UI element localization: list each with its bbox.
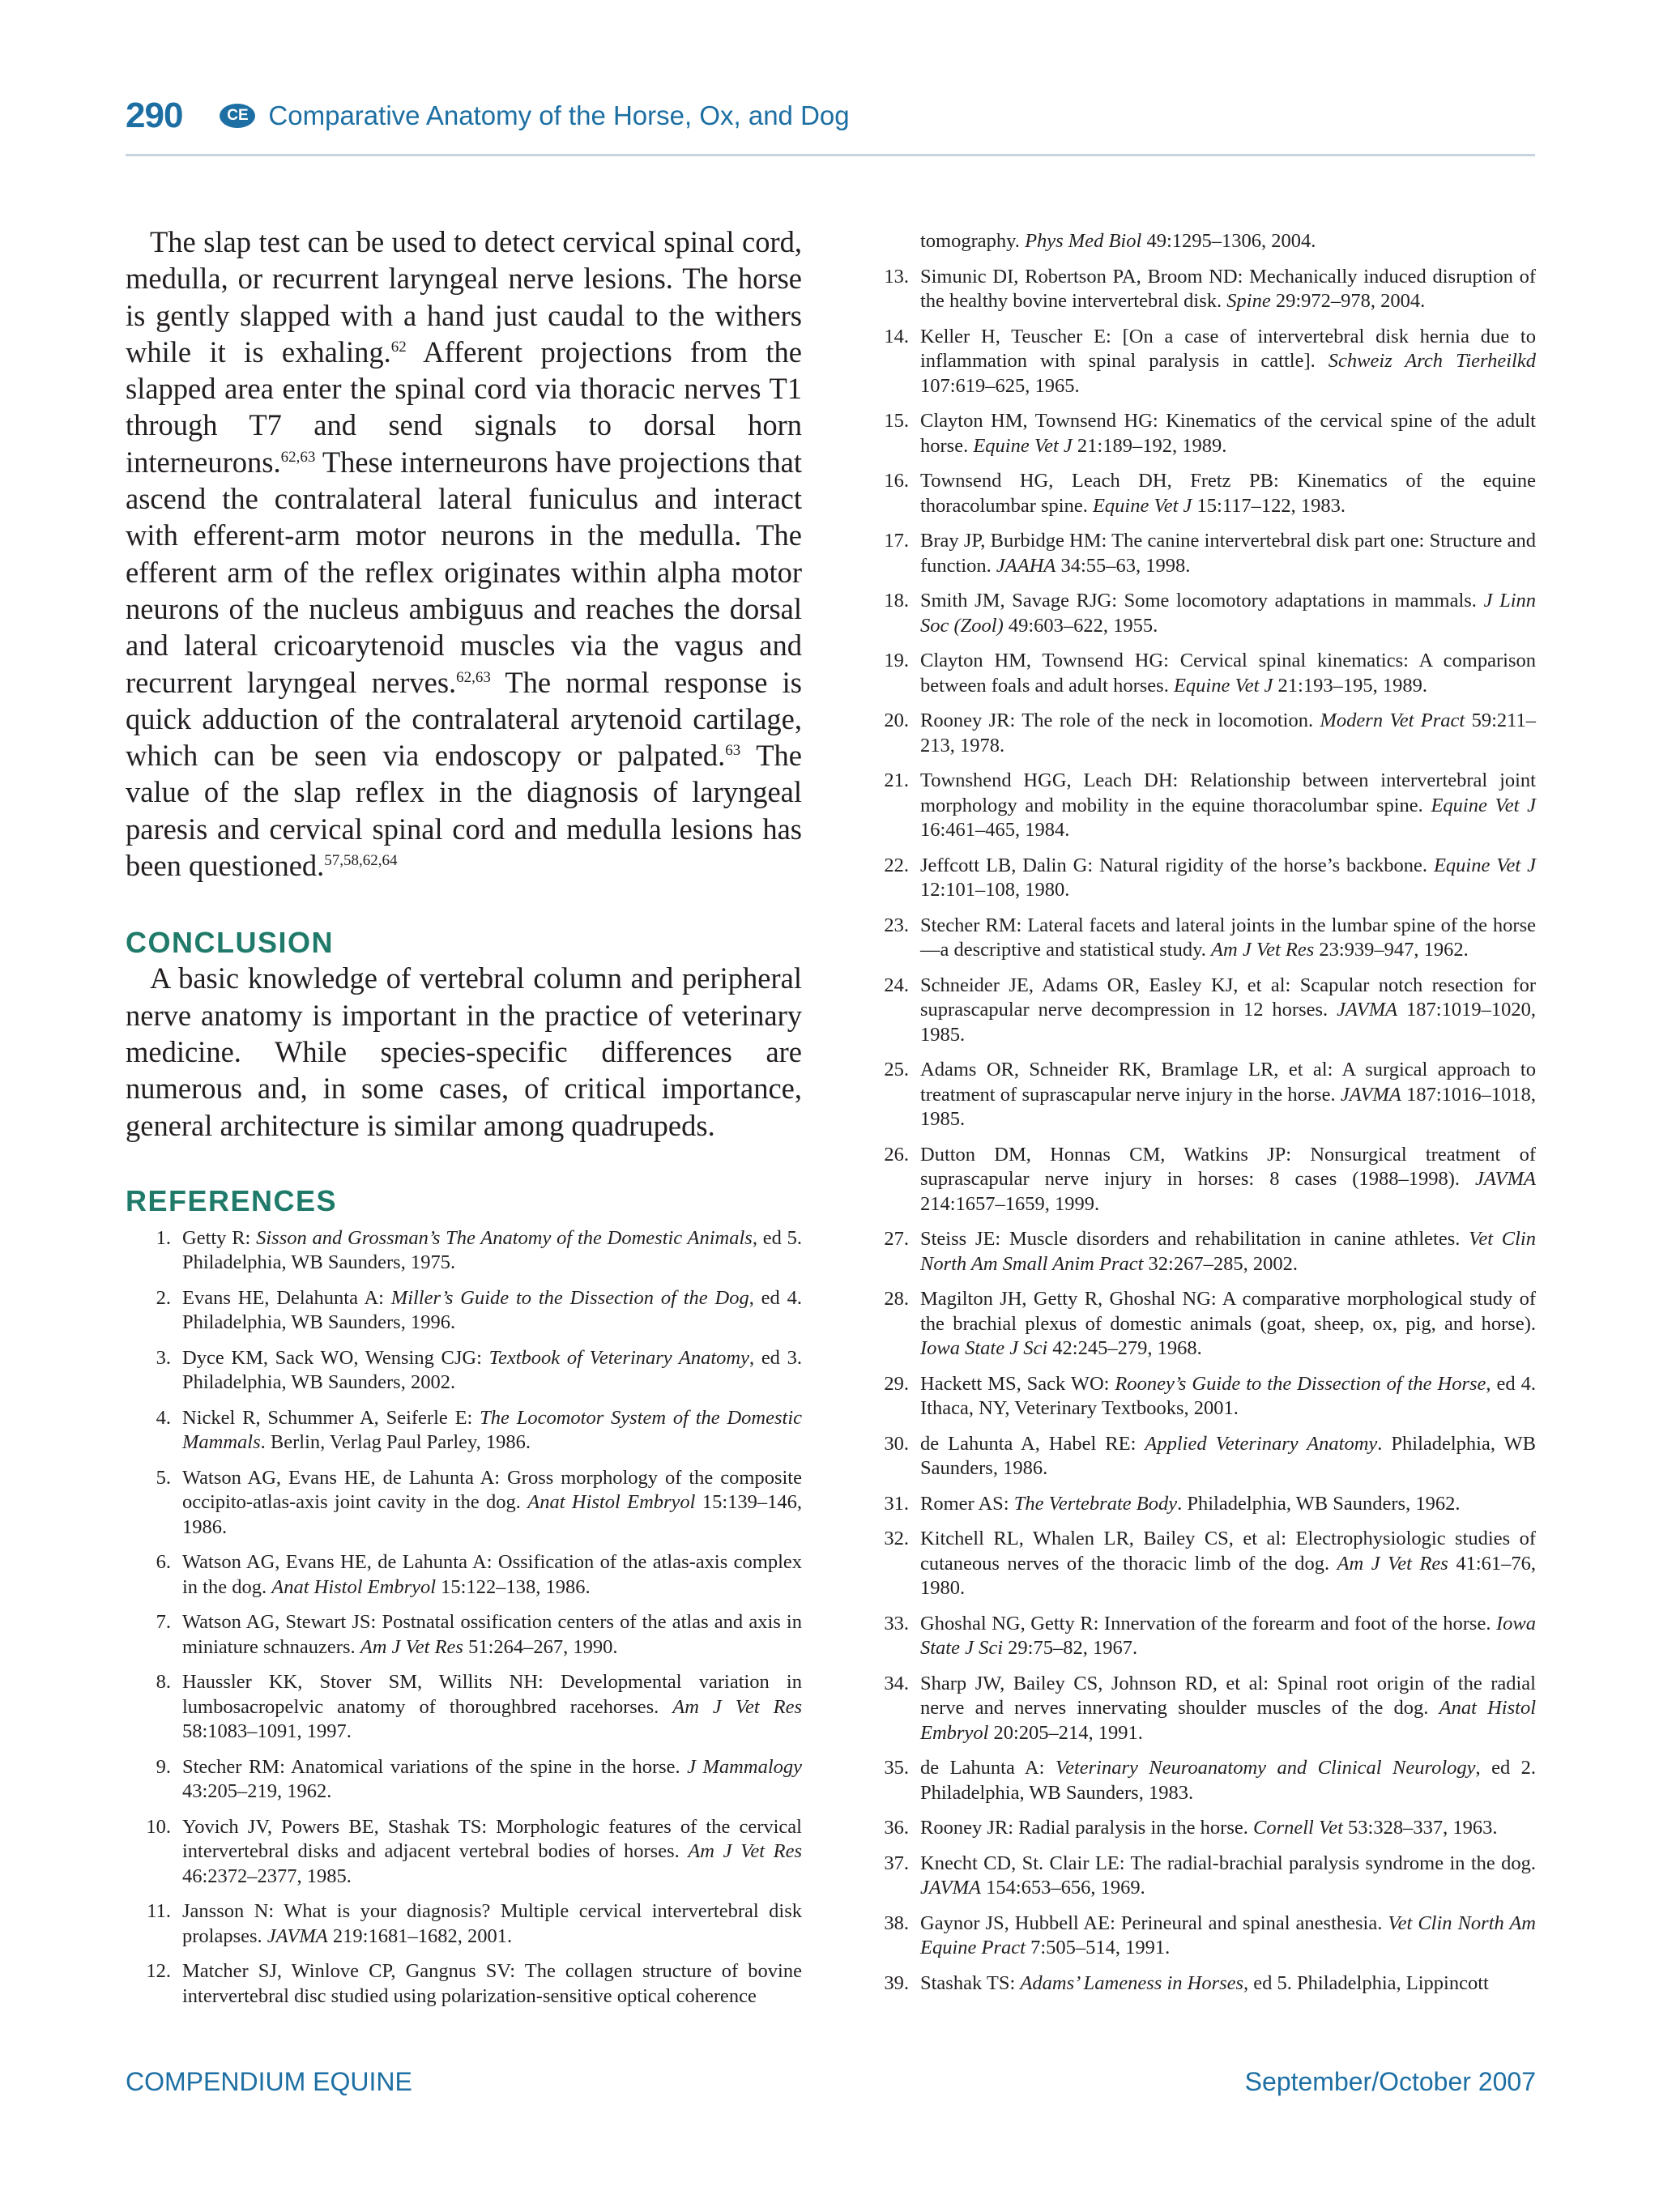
- reference-number: 1.: [156, 1226, 171, 1249]
- reference-item: [864, 1971, 1536, 1997]
- reference-item: [864, 1143, 1536, 1217]
- reference-item: [126, 1226, 802, 1276]
- reference-text: Knecht CD, St. Clair LE: The radial-brachial paralysis syndrome in the dog. JAVMA 154:653–656, 1969.: [920, 1852, 1536, 1899]
- reference-item: [864, 589, 1536, 638]
- reference-item: [864, 709, 1536, 758]
- reference-12-continuation: tomography. Phys Med Biol 49:1295–1306, 2004.: [920, 230, 1316, 252]
- reference-number: 35.: [884, 1757, 909, 1779]
- reference-item: [864, 914, 1536, 963]
- reference-number: 29.: [884, 1372, 909, 1395]
- reference-text: Steiss JE: Muscle disorders and rehabilitation in canine athletes. Vet Clin North Am Small Anim Pract 32:267–285, 2002.: [920, 1228, 1536, 1275]
- reference-item: [864, 1672, 1536, 1746]
- reference-text: Watson AG, Evans HE, de Lahunta A: Gross morphology of the composite occipito-atlas-axis joint cavity in the dog. Anat Histol Embryol 15:139–146, 1986.: [182, 1466, 803, 1538]
- reference-item: [126, 1610, 802, 1660]
- reference-item: [126, 1899, 802, 1949]
- reference-text: Magilton JH, Getty R, Ghoshal NG: A comparative morphological study of the brachial plexus of domestic animals (goat, sheep, ox, pig, and horse). Iowa State J Sci 42:245–279, 1968.: [920, 1288, 1536, 1359]
- reference-item: [864, 1492, 1536, 1517]
- reference-text: Clayton HM, Townsend HG: Cervical spinal kinematics: A comparison between foals and adult horses. Equine Vet J 21:193–195, 1989.: [920, 650, 1536, 697]
- reference-item: [864, 1612, 1536, 1661]
- reference-number: 28.: [884, 1288, 909, 1310]
- reference-item: [864, 265, 1536, 314]
- reference-number: 38.: [884, 1912, 909, 1934]
- reference-item: [864, 1058, 1536, 1132]
- reference-number: 14.: [884, 325, 909, 347]
- reference-text: de Lahunta A, Habel RE: Applied Veterinary Anatomy. Philadelphia, WB Saunders, 1986.: [920, 1432, 1536, 1479]
- reference-item: [864, 1287, 1536, 1362]
- reference-item: [864, 1852, 1536, 1901]
- page-number: 290: [126, 96, 183, 135]
- reference-item: [126, 1755, 802, 1805]
- reference-text: de Lahunta A: Veterinary Neuroanatomy and Clinical Neurology, ed 2. Philadelphia, WB Saunders, 1983.: [920, 1757, 1536, 1804]
- running-header: [126, 96, 850, 136]
- reference-number: 39.: [884, 1971, 909, 1994]
- reference-number: 16.: [884, 470, 909, 492]
- reference-text: Dyce KM, Sack WO, Wensing CJG: Textbook of Veterinary Anatomy, ed 3. Philadelphia, WB Saunders, 2002.: [182, 1346, 802, 1394]
- reference-number: 8.: [156, 1671, 171, 1694]
- reference-number: 18.: [884, 590, 909, 612]
- reference-text: Hackett MS, Sack WO: Rooney’s Guide to the Dissection of the Horse, ed 4. Ithaca, NY, Veterinary Textbooks, 2001.: [920, 1372, 1536, 1419]
- reference-number: 34.: [884, 1672, 909, 1694]
- reference-item: [864, 1227, 1536, 1276]
- reference-text: Townshend HGG, Leach DH: Relationship between intervertebral joint morphology and mobility in the equine thoracolumbar spine. Equine Vet J 16:461–465, 1984.: [920, 769, 1536, 841]
- reference-text: Watson AG, Stewart JS: Postnatal ossification centers of the atlas and axis in miniature schnauzers. Am J Vet Res 51:264–267, 1990.: [182, 1611, 802, 1658]
- reference-list-left: [126, 1226, 802, 2010]
- reference-item: [864, 1912, 1536, 1961]
- reference-number: 32.: [884, 1528, 909, 1549]
- footer-journal: COMPENDIUM EQUINE: [126, 2067, 412, 2096]
- reference-item: [126, 1959, 802, 2009]
- reference-text: Nickel R, Schummer A, Seiferle E: The Locomotor System of the Domestic Mammals. Berlin, Verlag Paul Parley, 1986.: [182, 1406, 803, 1454]
- reference-text: Jansson N: What is your diagnosis? Multiple cervical intervertebral disk prolapses. JAVMA 219:1681–1682, 2001.: [182, 1900, 802, 1947]
- conclusion-body: [126, 960, 802, 1143]
- reference-item: [864, 1527, 1536, 1601]
- reference-number: 36.: [884, 1817, 909, 1839]
- conclusion-paragraph: A basic knowledge of vertebral column and peripheral nerve anatomy is important in the practice of veterinary medicine. While species-specific differences are numerous and, in some cases, of critical importance, general architecture is similar among quadrupeds.: [126, 961, 802, 1142]
- reference-number: 17.: [884, 530, 909, 552]
- reference-text: Schneider JE, Adams OR, Easley KJ, et al: Scapular notch resection for suprascapular nerve decompression in 12 horses. JAVMA 187:1019–1020, 1985.: [920, 974, 1536, 1046]
- reference-item: [864, 409, 1536, 458]
- reference-text: Getty R: Sisson and Grossman’s The Anatomy of the Domestic Animals, ed 5. Philadelphia, WB Saunders, 1975.: [182, 1226, 802, 1274]
- reference-number: 4.: [156, 1406, 171, 1429]
- reference-number: 11.: [147, 1900, 171, 1923]
- reference-text: Stecher RM: Anatomical variations of the spine in the horse. J Mammalogy 43:205–219, 1962.: [182, 1755, 803, 1803]
- reference-number: 27.: [884, 1228, 909, 1250]
- header-rule: [126, 154, 1535, 156]
- reference-item: [126, 1670, 802, 1745]
- reference-number: 37.: [884, 1852, 909, 1874]
- reference-number: 24.: [884, 974, 909, 996]
- reference-list-right: [864, 265, 1536, 1997]
- reference-number: 22.: [884, 854, 909, 876]
- reference-text: Dutton DM, Honnas CM, Watkins JP: Nonsurgical treatment of suprascapular nerve injury in horses: 8 cases (1988–1998). JAVMA 214:1657–1659, 1999.: [920, 1143, 1536, 1215]
- reference-text: Watson AG, Evans HE, de Lahunta A: Ossification of the atlas-axis complex in the dog. Anat Histol Embryol 15:122–138, 1986.: [182, 1551, 802, 1598]
- references-heading: REFERENCES: [126, 1183, 338, 1217]
- reference-text: Adams OR, Schneider RK, Bramlage LR, et al: A surgical approach to treatment of suprascapular nerve injury in the horse. JAVMA 187:1016–1018, 1985.: [920, 1059, 1537, 1130]
- conclusion-heading: CONCLUSION: [126, 926, 334, 960]
- body-text: [126, 224, 802, 884]
- reference-text: Townsend HG, Leach DH, Fretz PB: Kinematics of the equine thoracolumbar spine. Equine Vet J 15:117–122, 1983.: [920, 470, 1536, 517]
- reference-item: [126, 1346, 802, 1396]
- reference-text: Smith JM, Savage RJG: Some locomotory adaptations in mammals. J Linn Soc (Zool) 49:603–622, 1955.: [920, 590, 1536, 637]
- reference-number: 15.: [884, 410, 909, 432]
- reference-text: Kitchell RL, Whalen LR, Bailey CS, et al: Electrophysiologic studies of cutaneous nerves of the thoracic limb of the dog. Am J Vet Res 41:61–76, 1980.: [920, 1528, 1537, 1599]
- reference-text: Simunic DI, Robertson PA, Broom ND: Mechanically induced disruption of the healthy bovine intervertebral disk. Spine 29:972–978, 2004.: [920, 265, 1536, 312]
- reference-text: Sharp JW, Bailey CS, Johnson RD, et al: Spinal root origin of the radial nerve and nerves innervating shoulder muscles of the dog. Anat Histol Embryol 20:205–214, 1991.: [920, 1672, 1536, 1744]
- reference-number: 6.: [156, 1551, 171, 1574]
- reference-number: 19.: [884, 650, 909, 671]
- reference-item: [126, 1815, 802, 1890]
- reference-text: Gaynor JS, Hubbell AE: Perineural and spinal anesthesia. Vet Clin North Am Equine Pract 7:505–514, 1991.: [920, 1912, 1536, 1958]
- reference-number: 3.: [156, 1346, 171, 1369]
- reference-item: [864, 1372, 1536, 1421]
- reference-item: [864, 1756, 1536, 1805]
- footer-issue-date: September/October 2007: [1244, 2067, 1536, 2096]
- reference-item: [864, 325, 1536, 399]
- running-title: Comparative Anatomy of the Horse, Ox, and Dog: [268, 100, 850, 130]
- reference-item: [864, 1432, 1536, 1481]
- reference-item: [126, 1286, 802, 1336]
- reference-text: Yovich JV, Powers BE, Stashak TS: Morphologic features of the cervical intervertebral disks and adjacent vertebral bodies of horses. Am J Vet Res 46:2372–2377, 1985.: [182, 1815, 803, 1887]
- reference-item: [864, 854, 1536, 903]
- reference-number: 25.: [884, 1059, 909, 1080]
- reference-text: Evans HE, Delahunta A: Miller’s Guide to the Dissection of the Dog, ed 4. Philadelphia, WB Saunders, 1996.: [182, 1286, 802, 1334]
- reference-number: 26.: [884, 1143, 909, 1166]
- reference-item: [864, 974, 1536, 1048]
- left-column: [126, 224, 802, 2019]
- reference-item: [126, 1466, 802, 1541]
- reference-number: 20.: [884, 710, 909, 731]
- reference-item: [126, 1406, 802, 1455]
- reference-number: 30.: [884, 1432, 909, 1455]
- reference-item: [864, 469, 1536, 518]
- reference-number: 31.: [884, 1492, 909, 1515]
- reference-text: Ghoshal NG, Getty R: Innervation of the forearm and foot of the horse. Iowa State J Sci 29:75–82, 1967.: [920, 1612, 1536, 1659]
- reference-item: [126, 1550, 802, 1600]
- reference-item: [864, 1816, 1536, 1841]
- reference-item: [864, 769, 1536, 843]
- reference-text: Clayton HM, Townsend HG: Kinematics of the cervical spine of the adult horse. Equine Vet J 21:189–192, 1989.: [920, 410, 1536, 457]
- reference-text: Rooney JR: The role of the neck in locomotion. Modern Vet Pract 59:211–213, 1978.: [920, 710, 1536, 757]
- ce-badge-icon: CE: [220, 104, 255, 128]
- right-column: [864, 229, 1536, 2006]
- reference-number: 10.: [146, 1815, 171, 1838]
- reference-text: Stashak TS: Adams’ Lameness in Horses, ed 5. Philadelphia, Lippincott: [920, 1971, 1489, 1994]
- reference-text: Haussler KK, Stover SM, Willits NH: Developmental variation in lumbosacropelvic anatomy of thoroughbred racehorses. Am J Vet Res 58:1083–1091, 1997.: [182, 1671, 802, 1743]
- reference-item: [864, 649, 1536, 698]
- reference-text: Romer AS: The Vertebrate Body. Philadelphia, WB Saunders, 1962.: [920, 1492, 1461, 1515]
- reference-text: Bray JP, Burbidge HM: The canine intervertebral disk part one: Structure and function. JAAHA 34:55–63, 1998.: [920, 530, 1536, 577]
- reference-number: 5.: [156, 1466, 171, 1489]
- reference-number: 9.: [156, 1755, 171, 1778]
- reference-number: 33.: [884, 1612, 909, 1634]
- reference-number: 13.: [884, 265, 909, 288]
- reference-text: Matcher SJ, Winlove CP, Gangnus SV: The collagen structure of bovine intervertebral disc studied using polarization-sensitive optical coherence: [182, 1960, 802, 2007]
- reference-number: 7.: [156, 1611, 171, 1634]
- slap-test-paragraph: The slap test can be used to detect cervical spinal cord, medulla, or recurrent laryngeal nerve lesions. The horse is gently slapped with a hand just caudal to the withers while it is exhaling.$^{62}$ Afferent projections from the slapped area enter the spinal cord via thoracic nerves T1 through T7 and send signals to dorsal horn interneurons.$^{62,63}$ These interneurons have projections that ascend the contralateral lateral funiculus and interact with efferent-arm motor neurons in the medulla. The efferent arm of the reflex originates within alpha motor neurons of the nucleus ambiguus and reaches the dorsal and lateral cricoarytenoid muscles via the vagus and recurrent laryngeal nerves.$^{62,63}$ The normal response is quick adduction of the contralateral arytenoid cartilage, which can be seen via endoscopy or palpated.$^{63}$ The value of the slap reflex in the diagnosis of laryngeal paresis and cervical spinal cord and medulla lesions has been questioned.$^{57,58,62,64}$: [126, 225, 802, 883]
- reference-number: 21.: [884, 769, 909, 791]
- reference-item: [864, 529, 1536, 578]
- reference-text: Rooney JR: Radial paralysis in the horse. Cornell Vet 53:328–337, 1963.: [920, 1817, 1498, 1839]
- reference-number: 12.: [146, 1960, 171, 1983]
- reference-number: 23.: [884, 914, 909, 936]
- reference-text: Stecher RM: Lateral facets and lateral joints in the lumbar spine of the horse—a descriptive and statistical study. Am J Vet Res 23:939–947, 1962.: [920, 914, 1536, 961]
- reference-number: 2.: [156, 1286, 171, 1309]
- reference-text: Jeffcott LB, Dalin G: Natural rigidity of the horse’s backbone. Equine Vet J 12:101–108, 1980.: [920, 854, 1536, 901]
- reference-text: Keller H, Teuscher E: [On a case of intervertebral disk hernia due to inflammation with spinal paralysis in cattle]. Schweiz Arch Tierheilkd 107:619–625, 1965.: [920, 325, 1536, 397]
